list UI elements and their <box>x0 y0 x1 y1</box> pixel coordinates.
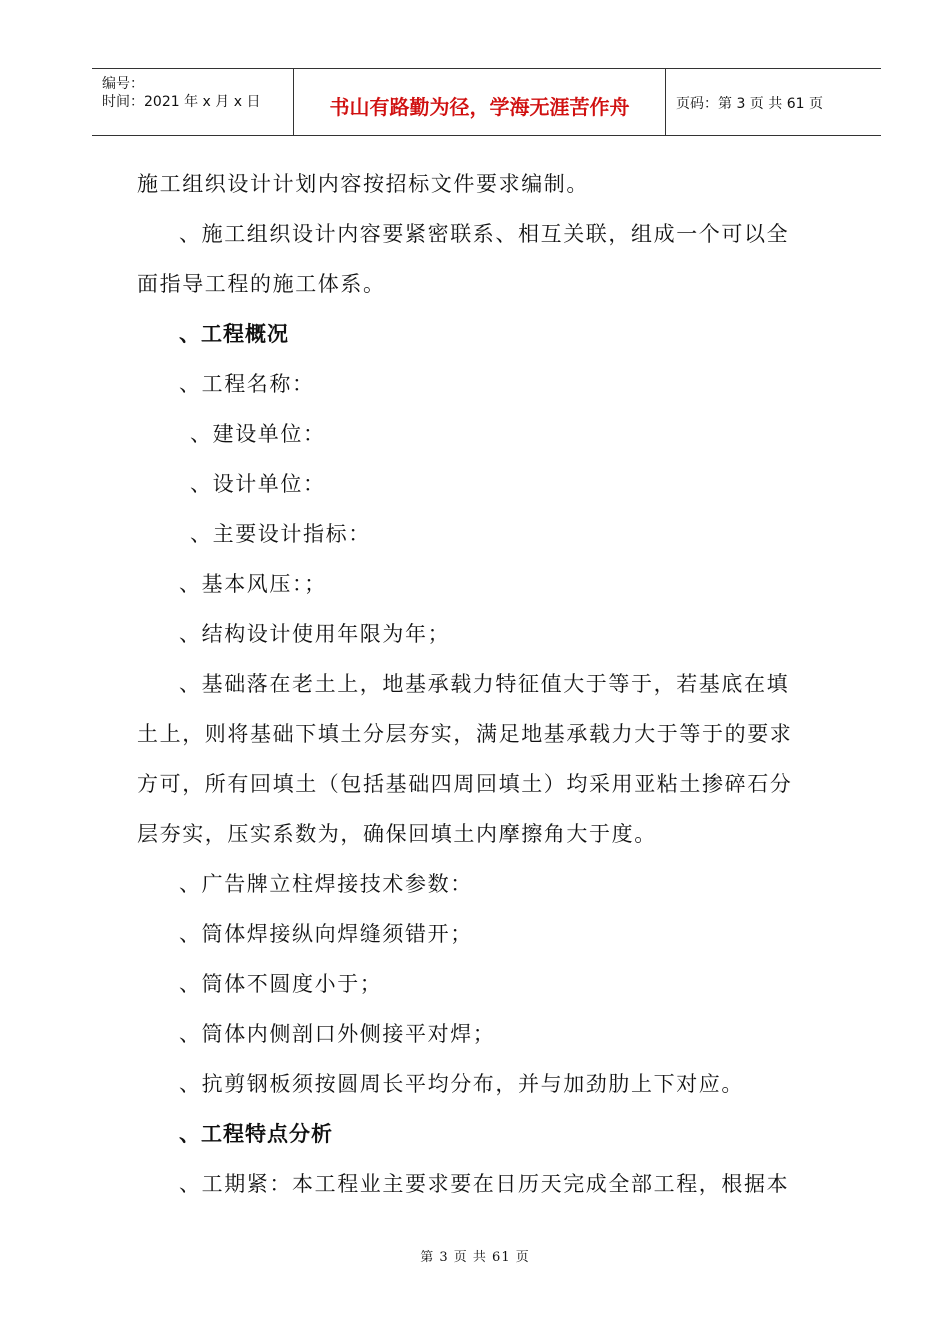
body-line: 、筒体不圆度小于； <box>179 972 383 996</box>
body-line: 、建设单位： <box>190 422 326 446</box>
body-line: 面指导工程的施工体系。 <box>137 272 386 296</box>
body-line: 土上，则将基础下填土分层夯实，满足地基承载力大于等于的要求 <box>137 722 793 746</box>
header-middle-cell <box>294 69 666 135</box>
page-footer: 第 3 页 共 61 页 <box>420 1250 530 1265</box>
header-right-cell <box>666 69 881 135</box>
body-line: 、工期紧：本工程业主要求要在日历天完成全部工程，根据本 <box>179 1172 790 1196</box>
body-line: 、工程名称： <box>179 372 315 396</box>
body-line: 、基础落在老土上，地基承载力特征值大于等于，若基底在填 <box>179 672 790 696</box>
body-line: 施工组织设计计划内容按招标文件要求编制。 <box>137 172 589 196</box>
body-line: 方可，所有回填土（包括基础四周回填土）均采用亚粘土掺碎石分 <box>137 772 793 796</box>
body-line: 、筒体内侧剖口外侧接平对焊； <box>179 1022 496 1046</box>
header-left-cell <box>92 69 294 135</box>
body-line: 、主要设计指标： <box>190 522 371 546</box>
body-line: 、广告牌立柱焊接技术参数： <box>179 872 473 896</box>
body-line: 、筒体焊接纵向焊缝须错开； <box>179 922 473 946</box>
header-motto: 书山有路勤为径，学海无涯苦作舟 <box>329 95 630 119</box>
body-line: 、抗剪钢板须按圆周长平均分布，并与加劲肋上下对应。 <box>179 1072 744 1096</box>
body-line: 、基本风压：； <box>179 572 327 596</box>
body-line: 、施工组织设计内容要紧密联系、相互关联，组成一个可以全 <box>179 222 790 246</box>
body-line: 、结构设计使用年限为年； <box>179 622 451 646</box>
header-page-info: 页码：第 3 页 共 61 页 <box>676 96 823 112</box>
document-number-label: 编号： <box>102 76 144 92</box>
body-line: 层夯实，压实系数为，确保回填土内摩擦角大于度。 <box>137 822 657 846</box>
page-header <box>92 68 881 136</box>
section-heading: 、工程特点分析 <box>179 1122 333 1146</box>
body-line: 、设计单位： <box>190 472 326 496</box>
document-time-label: 时间：2021 年 x 月 x 日 <box>102 94 261 110</box>
section-heading: 、工程概况 <box>179 322 289 346</box>
